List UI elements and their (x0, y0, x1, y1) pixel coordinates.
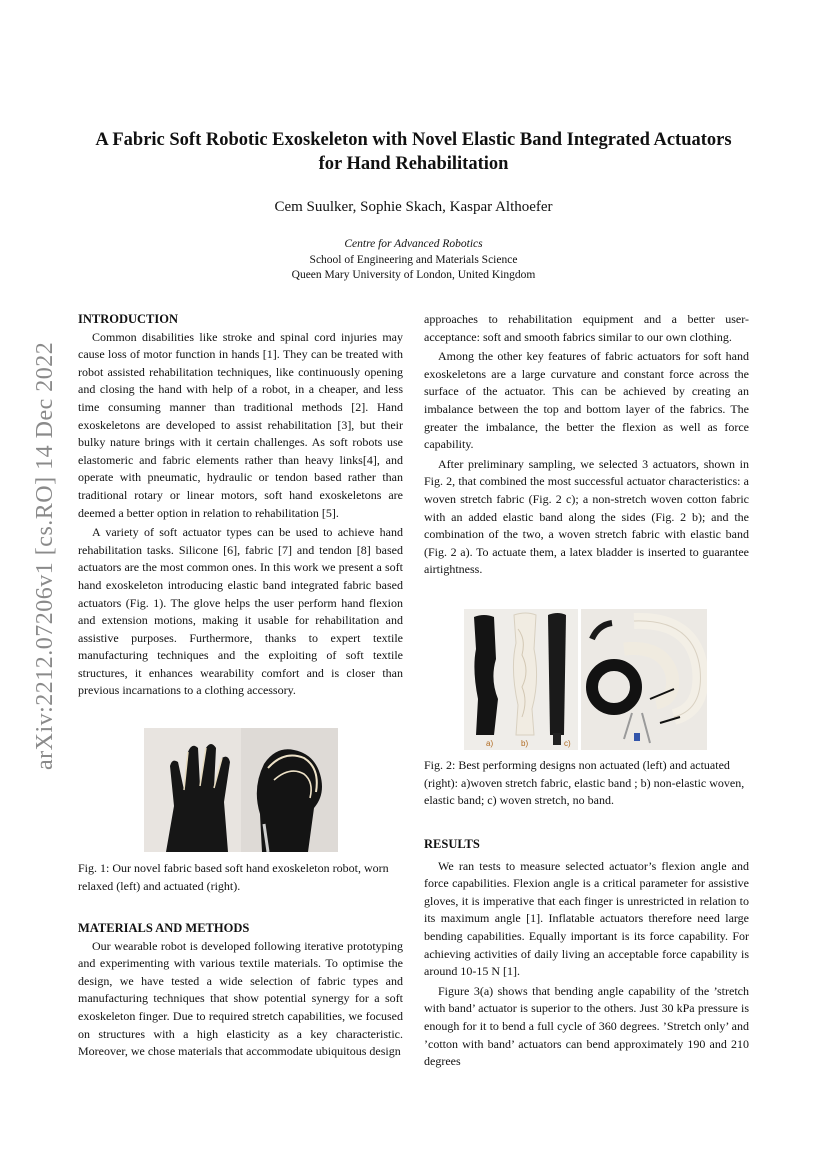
glove-photo-image (144, 728, 338, 852)
introduction-heading: INTRODUCTION (78, 312, 179, 326)
figure-2-actuators-photo (464, 609, 707, 750)
affiliation-institute: Centre for Advanced Robotics (344, 238, 483, 250)
right-paragraph-2: Among the other key features of fabric actuators for soft hand exoskeletons are a large curvature and constant force across the surface of the actuator. This can be achieved by creating an imbalance between the top and bottom layer of the fabrics. The greater the imbalance, the better the flexion as well as force capability. (424, 349, 749, 452)
right-column-top (424, 311, 749, 579)
continued-paragraph: approaches to rehabilitation equipment and a better user-acceptance: soft and smooth fabrics similar to our own clothing. (424, 312, 749, 344)
methods-paragraph-1: Our wearable robot is developed following iterative prototyping and experimenting with various textile materials. To optimise the design, we have tested a wide selection of fabric types and manufacturing techniques that show potential synergy for a soft exoskeleton finger. Due to required stretch capabilities, we focused on structures with a high elasticity as a key characteristic. Moreover, we chose materials that accommodate ubiquitous design (78, 938, 403, 1059)
fig2-label-c: c) (564, 739, 571, 748)
actuators-photo-image (464, 609, 707, 750)
affiliation (70, 237, 757, 284)
fig2-label-b: b) (521, 739, 529, 748)
affiliation-school: School of Engineering and Materials Science (309, 253, 518, 266)
materials-methods-heading: MATERIALS AND METHODS (78, 921, 250, 935)
results-heading: RESULTS (424, 837, 480, 851)
arxiv-identifier: arXiv:2212.07206v1 [cs.RO] 14 Dec 2022 (32, 341, 58, 770)
right-paragraph-3: After preliminary sampling, we selected 3 actuators, shown in Fig. 2, that combined the most successful actuator characteristics: a woven stretch fabric (Fig. 2 c); a non-stretch woven cotton fabric with an added elastic band along the sides (Fig. 2 b); and the combination of the two, a woven stretch fabric with elastic band (Fig. 2 a). To actuate them, a latex bladder is inserted to guarantee airtightness. (424, 456, 749, 577)
figure-1-caption: Fig. 1: Our novel fabric based soft hand exoskeleton robot, worn relaxed (left) and actuated (right). (78, 861, 389, 893)
results-paragraph-1: We ran tests to measure selected actuator’s flexion angle and force capabilities. Flexion angle is a critical parameter for assistive gloves, it is imperative that each finger is unrestricted in relation to its maximum angle [1]. Inflatable actuators therefore need large bending capabilities. Equally important is its force capability. For achieving activities of daily living an acceptable force capability is around 10-15 N [1]. (424, 858, 749, 979)
fig2-label-a: a) (486, 739, 494, 748)
title-line-1: A Fabric Soft Robotic Exoskeleton with Novel Elastic Band Integrated Actuators (95, 130, 732, 150)
author-list: Cem Suulker, Sophie Skach, Kaspar Althoefer (274, 199, 553, 215)
intro-paragraph-2: A variety of soft actuator types can be used to achieve hand rehabilitation tasks. Silicone [6], fabric [7] and tendon [8] based actuators are the most common ones. In this work we present a soft hand exoskeleton introducing elastic band integrated fabric based actuators (Fig. 1). The glove helps the user perform hand flexion and extension motions, making it usable for rehabilitation and assistive purposes. Furthermore, thanks to expert textile manufacturing techniques and the exploiting of soft textile structures, it enhances wearability comfort and is closer than previous incarnations to a clothing accessory. (78, 525, 403, 698)
figure-2-caption: Fig. 2: Best performing designs non actuated (left) and actuated (right): a)woven stretch fabric, elastic band ; b) non-elastic woven, elastic band; c) woven stretch, no band. (424, 758, 745, 808)
left-column-bottom (78, 920, 403, 1061)
intro-paragraph-1: Common disabilities like stroke and spinal cord injuries may cause loss of motor function in hands [1]. They can be treated with robot assisted rehabilitation techniques, like continuously opening and closing the hand with help of a robot, in a cheaper, and less time consuming manner than traditional methods [2]. Hand exoskeletons are developed to assist rehabilitation [3], but their bulky nature brings with it certain challenges. As soft robots use elastomeric and fabric elements rather than heavy links[4], and operate with pneumatic, hydraulic or tendon based rather than traditional rotary or linear motors, soft hand exoskeletons are deemed a better option in relation to rehabilitation [5]. (78, 329, 403, 520)
results-paragraph-2: Figure 3(a) shows that bending angle capability of the ’stretch with band’ actuator is superior to the others. Just 30 kPa pressure is enough for it to bend a full cycle of 360 degrees. ’Stretch only’ and ’cotton with band’ actuators can bend approximately 190 and 210 degrees (424, 983, 749, 1069)
title-line-2: for Hand Rehabilitation (318, 154, 509, 174)
right-column-bottom (424, 836, 749, 1071)
paper-title (70, 128, 757, 176)
affiliation-university: Queen Mary University of London, United Kingdom (291, 269, 536, 281)
figure-1-glove-photo (144, 728, 338, 852)
left-column-top (78, 311, 403, 700)
